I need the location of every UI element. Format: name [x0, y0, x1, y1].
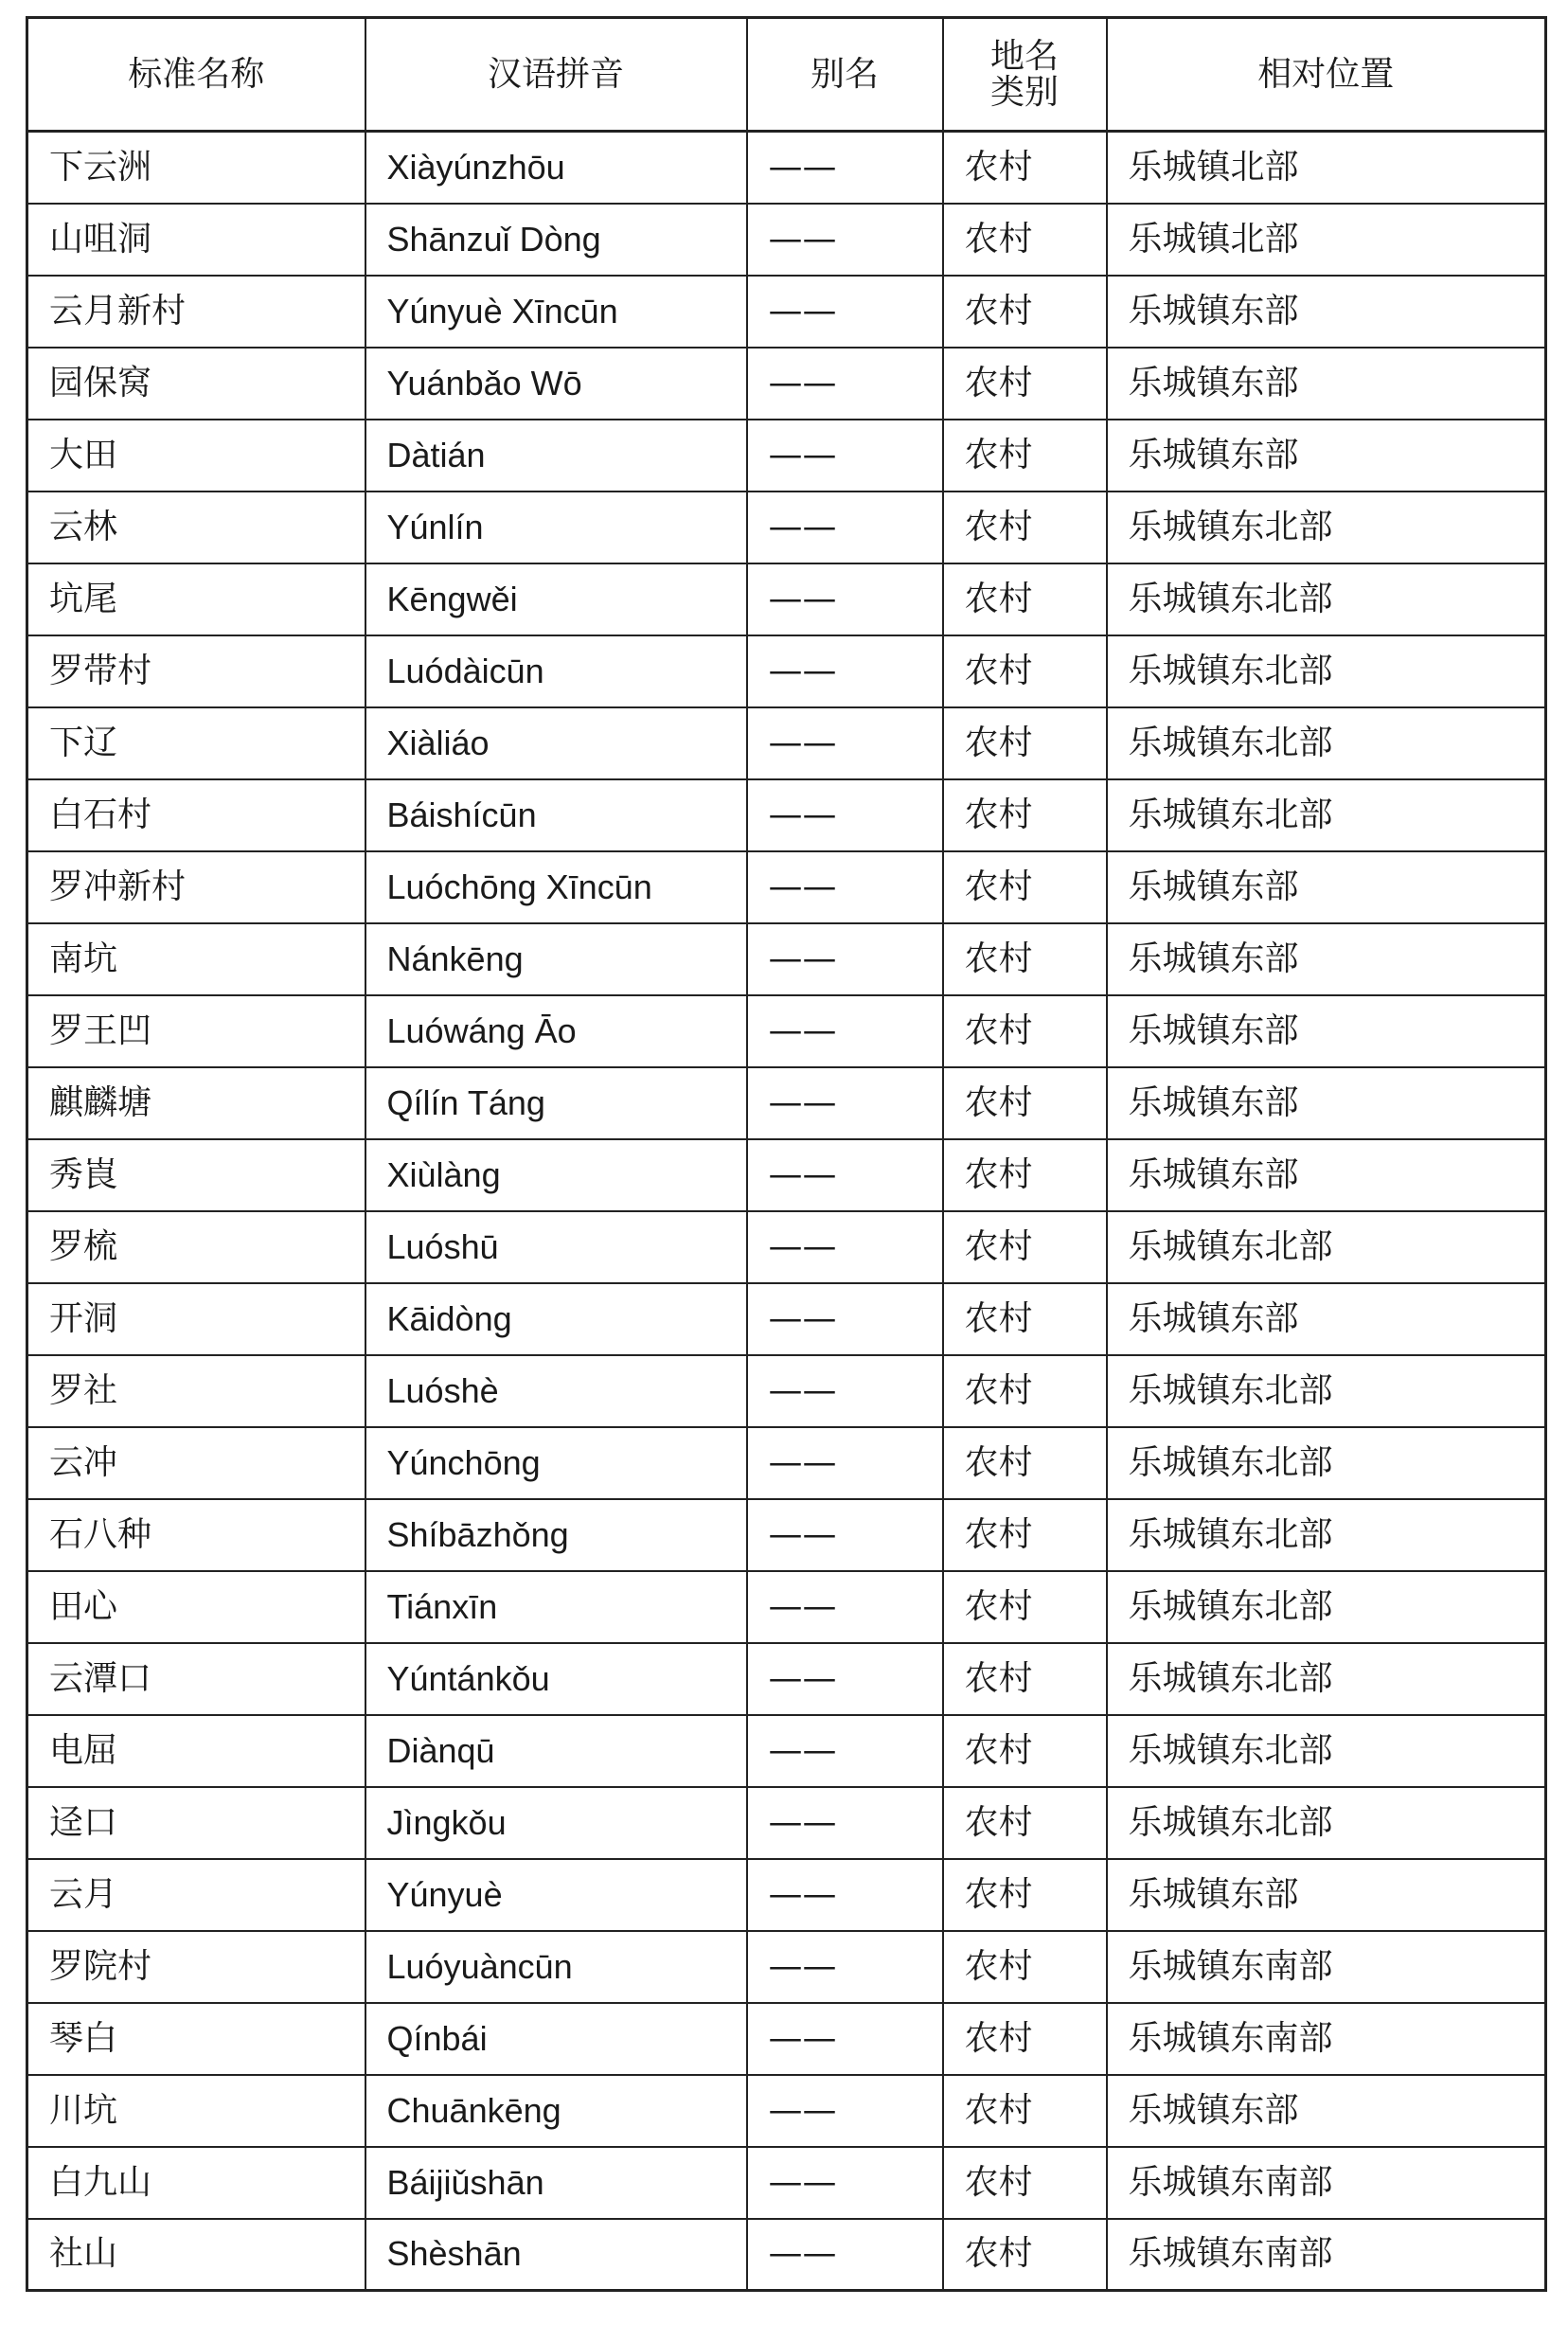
table-row — [27, 1715, 1546, 1787]
cell-pinyin: Luódàicūn — [365, 635, 747, 707]
table-row — [27, 1067, 1546, 1139]
cell-relative-location: 乐城镇东北部 — [1107, 1571, 1546, 1643]
cell-standard-name: 罗王凹 — [27, 995, 365, 1067]
cell-pinyin: Shānzuǐ Dòng — [365, 204, 747, 276]
cell-pinyin: Yúnlín — [365, 492, 747, 563]
cell-standard-name: 田心 — [27, 1571, 365, 1643]
cell-place-type: 农村 — [943, 635, 1107, 707]
header-relative-location: 相对位置 — [1107, 18, 1546, 132]
cell-pinyin: Yuánbǎo Wō — [365, 348, 747, 420]
cell-pinyin: Báishícūn — [365, 779, 747, 851]
cell-pinyin: Luóyuàncūn — [365, 1931, 747, 2003]
cell-alias: —— — [747, 635, 943, 707]
cell-place-type: 农村 — [943, 707, 1107, 779]
cell-standard-name: 云潭口 — [27, 1643, 365, 1715]
cell-alias: —— — [747, 1067, 943, 1139]
table-row — [27, 1643, 1546, 1715]
cell-relative-location: 乐城镇东南部 — [1107, 2003, 1546, 2075]
cell-standard-name: 白九山 — [27, 2147, 365, 2219]
table-row — [27, 1211, 1546, 1283]
cell-alias: —— — [747, 132, 943, 204]
cell-alias: —— — [747, 1427, 943, 1499]
cell-alias: —— — [747, 2003, 943, 2075]
cell-place-type: 农村 — [943, 1859, 1107, 1931]
cell-pinyin: Diànqū — [365, 1715, 747, 1787]
cell-alias: —— — [747, 563, 943, 635]
cell-alias: —— — [747, 2219, 943, 2291]
cell-alias: —— — [747, 1571, 943, 1643]
cell-standard-name: 云冲 — [27, 1427, 365, 1499]
cell-relative-location: 乐城镇东部 — [1107, 1139, 1546, 1211]
header-place-type — [943, 18, 1107, 132]
table-row — [27, 276, 1546, 348]
cell-standard-name: 罗带村 — [27, 635, 365, 707]
cell-alias: —— — [747, 923, 943, 995]
table-row — [27, 1499, 1546, 1571]
cell-relative-location: 乐城镇东北部 — [1107, 779, 1546, 851]
cell-relative-location: 乐城镇东部 — [1107, 1067, 1546, 1139]
cell-pinyin: Qínbái — [365, 2003, 747, 2075]
cell-relative-location: 乐城镇东部 — [1107, 348, 1546, 420]
cell-place-type: 农村 — [943, 420, 1107, 492]
cell-relative-location: 乐城镇北部 — [1107, 204, 1546, 276]
cell-place-type: 农村 — [943, 204, 1107, 276]
cell-standard-name: 罗院村 — [27, 1931, 365, 2003]
cell-relative-location: 乐城镇东部 — [1107, 851, 1546, 923]
table-row — [27, 1859, 1546, 1931]
cell-place-type: 农村 — [943, 923, 1107, 995]
cell-standard-name: 山咀洞 — [27, 204, 365, 276]
cell-place-type: 农村 — [943, 2075, 1107, 2147]
table-row — [27, 1427, 1546, 1499]
table-body — [27, 132, 1546, 2291]
cell-standard-name: 社山 — [27, 2219, 365, 2291]
cell-alias: —— — [747, 1787, 943, 1859]
cell-place-type: 农村 — [943, 851, 1107, 923]
table-row — [27, 779, 1546, 851]
cell-standard-name: 麒麟塘 — [27, 1067, 365, 1139]
cell-place-type: 农村 — [943, 1571, 1107, 1643]
cell-standard-name: 白石村 — [27, 779, 365, 851]
cell-pinyin: Tiánxīn — [365, 1571, 747, 1643]
cell-relative-location: 乐城镇东部 — [1107, 923, 1546, 995]
table-row — [27, 132, 1546, 204]
table-row — [27, 204, 1546, 276]
table-header — [27, 18, 1546, 132]
cell-alias: —— — [747, 1355, 943, 1427]
cell-place-type: 农村 — [943, 1715, 1107, 1787]
cell-standard-name: 秀崀 — [27, 1139, 365, 1211]
cell-pinyin: Shíbāzhǒng — [365, 1499, 747, 1571]
cell-alias: —— — [747, 420, 943, 492]
cell-relative-location: 乐城镇东部 — [1107, 276, 1546, 348]
cell-pinyin: Xiàliáo — [365, 707, 747, 779]
cell-relative-location: 乐城镇东部 — [1107, 1283, 1546, 1355]
cell-place-type: 农村 — [943, 2147, 1107, 2219]
cell-place-type: 农村 — [943, 563, 1107, 635]
cell-pinyin: Shèshān — [365, 2219, 747, 2291]
cell-alias: —— — [747, 1931, 943, 2003]
cell-pinyin: Yúnyuè — [365, 1859, 747, 1931]
cell-relative-location: 乐城镇东北部 — [1107, 1787, 1546, 1859]
cell-relative-location: 乐城镇北部 — [1107, 132, 1546, 204]
table-row — [27, 563, 1546, 635]
table-row — [27, 1355, 1546, 1427]
cell-place-type: 农村 — [943, 1211, 1107, 1283]
cell-alias: —— — [747, 995, 943, 1067]
cell-place-type: 农村 — [943, 1643, 1107, 1715]
cell-relative-location: 乐城镇东北部 — [1107, 1355, 1546, 1427]
cell-standard-name: 开洞 — [27, 1283, 365, 1355]
cell-standard-name: 石八种 — [27, 1499, 365, 1571]
table-row — [27, 1139, 1546, 1211]
cell-relative-location: 乐城镇东北部 — [1107, 563, 1546, 635]
cell-alias: —— — [747, 204, 943, 276]
cell-alias: —— — [747, 2147, 943, 2219]
cell-relative-location: 乐城镇东北部 — [1107, 635, 1546, 707]
table-row — [27, 1283, 1546, 1355]
cell-alias: —— — [747, 1715, 943, 1787]
cell-pinyin: Yúnyuè Xīncūn — [365, 276, 747, 348]
place-names-table — [26, 16, 1547, 2292]
cell-pinyin: Dàtián — [365, 420, 747, 492]
cell-standard-name: 南坑 — [27, 923, 365, 995]
cell-pinyin: Qílín Táng — [365, 1067, 747, 1139]
cell-standard-name: 罗冲新村 — [27, 851, 365, 923]
cell-place-type: 农村 — [943, 1283, 1107, 1355]
cell-alias: —— — [747, 276, 943, 348]
cell-alias: —— — [747, 1283, 943, 1355]
cell-place-type: 农村 — [943, 2219, 1107, 2291]
cell-relative-location: 乐城镇东部 — [1107, 420, 1546, 492]
cell-place-type: 农村 — [943, 1931, 1107, 2003]
cell-place-type: 农村 — [943, 132, 1107, 204]
cell-alias: —— — [747, 1499, 943, 1571]
cell-place-type: 农村 — [943, 995, 1107, 1067]
table-row — [27, 2075, 1546, 2147]
cell-pinyin: Chuānkēng — [365, 2075, 747, 2147]
cell-relative-location: 乐城镇东南部 — [1107, 2219, 1546, 2291]
cell-standard-name: 云林 — [27, 492, 365, 563]
table-row — [27, 1787, 1546, 1859]
table-row — [27, 1931, 1546, 2003]
table-row — [27, 2147, 1546, 2219]
table-row — [27, 420, 1546, 492]
cell-standard-name: 园保窝 — [27, 348, 365, 420]
cell-standard-name: 下辽 — [27, 707, 365, 779]
table-row — [27, 995, 1546, 1067]
cell-standard-name: 云月 — [27, 1859, 365, 1931]
cell-pinyin: Yúntánkǒu — [365, 1643, 747, 1715]
table-row — [27, 851, 1546, 923]
cell-relative-location: 乐城镇东南部 — [1107, 1931, 1546, 2003]
cell-place-type: 农村 — [943, 2003, 1107, 2075]
cell-standard-name: 下云洲 — [27, 132, 365, 204]
cell-pinyin: Xiàyúnzhōu — [365, 132, 747, 204]
cell-pinyin: Nánkēng — [365, 923, 747, 995]
cell-relative-location: 乐城镇东部 — [1107, 995, 1546, 1067]
table-row — [27, 635, 1546, 707]
cell-standard-name: 云月新村 — [27, 276, 365, 348]
cell-standard-name: 迳口 — [27, 1787, 365, 1859]
table-row — [27, 2219, 1546, 2291]
cell-place-type: 农村 — [943, 1067, 1107, 1139]
cell-pinyin: Jìngkǒu — [365, 1787, 747, 1859]
cell-pinyin: Yúnchōng — [365, 1427, 747, 1499]
cell-relative-location: 乐城镇东北部 — [1107, 1643, 1546, 1715]
table-row — [27, 923, 1546, 995]
cell-pinyin: Luóshè — [365, 1355, 747, 1427]
cell-place-type: 农村 — [943, 348, 1107, 420]
header-place-type-line2: 类别 — [989, 72, 1059, 112]
cell-alias: —— — [747, 1211, 943, 1283]
cell-relative-location: 乐城镇东北部 — [1107, 1499, 1546, 1571]
table-row — [27, 492, 1546, 563]
cell-pinyin: Luóchōng Xīncūn — [365, 851, 747, 923]
cell-relative-location: 乐城镇东北部 — [1107, 492, 1546, 563]
cell-alias: —— — [747, 2075, 943, 2147]
cell-place-type: 农村 — [943, 1787, 1107, 1859]
document-page — [26, 16, 1544, 2292]
cell-place-type: 农村 — [943, 779, 1107, 851]
cell-alias: —— — [747, 492, 943, 563]
table-row — [27, 2003, 1546, 2075]
cell-alias: —— — [747, 1643, 943, 1715]
cell-pinyin: Kēngwěi — [365, 563, 747, 635]
cell-alias: —— — [747, 851, 943, 923]
cell-relative-location: 乐城镇东北部 — [1107, 1427, 1546, 1499]
header-alias: 别名 — [747, 18, 943, 132]
header-row — [27, 18, 1546, 132]
cell-standard-name: 琴白 — [27, 2003, 365, 2075]
cell-relative-location: 乐城镇东北部 — [1107, 707, 1546, 779]
cell-standard-name: 大田 — [27, 420, 365, 492]
cell-pinyin: Luówáng Āo — [365, 995, 747, 1067]
cell-standard-name: 电屈 — [27, 1715, 365, 1787]
cell-relative-location: 乐城镇东部 — [1107, 1859, 1546, 1931]
cell-standard-name: 坑尾 — [27, 563, 365, 635]
cell-relative-location: 乐城镇东部 — [1107, 2075, 1546, 2147]
cell-alias: —— — [747, 1859, 943, 1931]
cell-standard-name: 川坑 — [27, 2075, 365, 2147]
header-standard-name: 标准名称 — [27, 18, 365, 132]
cell-relative-location: 乐城镇东北部 — [1107, 1715, 1546, 1787]
cell-place-type: 农村 — [943, 1139, 1107, 1211]
table-row — [27, 348, 1546, 420]
cell-place-type: 农村 — [943, 1427, 1107, 1499]
cell-relative-location: 乐城镇东南部 — [1107, 2147, 1546, 2219]
cell-place-type: 农村 — [943, 1499, 1107, 1571]
cell-standard-name: 罗社 — [27, 1355, 365, 1427]
header-pinyin: 汉语拼音 — [365, 18, 747, 132]
cell-pinyin: Xiùlàng — [365, 1139, 747, 1211]
table-row — [27, 1571, 1546, 1643]
cell-standard-name: 罗梳 — [27, 1211, 365, 1283]
cell-place-type: 农村 — [943, 1355, 1107, 1427]
cell-alias: —— — [747, 707, 943, 779]
cell-alias: —— — [747, 348, 943, 420]
cell-alias: —— — [747, 779, 943, 851]
header-place-type-line1: 地名 — [989, 36, 1059, 76]
cell-pinyin: Kāidòng — [365, 1283, 747, 1355]
cell-alias: —— — [747, 1139, 943, 1211]
cell-place-type: 农村 — [943, 276, 1107, 348]
cell-pinyin: Luóshū — [365, 1211, 747, 1283]
cell-relative-location: 乐城镇东北部 — [1107, 1211, 1546, 1283]
cell-pinyin: Báijiǔshān — [365, 2147, 747, 2219]
cell-place-type: 农村 — [943, 492, 1107, 563]
table-row — [27, 707, 1546, 779]
